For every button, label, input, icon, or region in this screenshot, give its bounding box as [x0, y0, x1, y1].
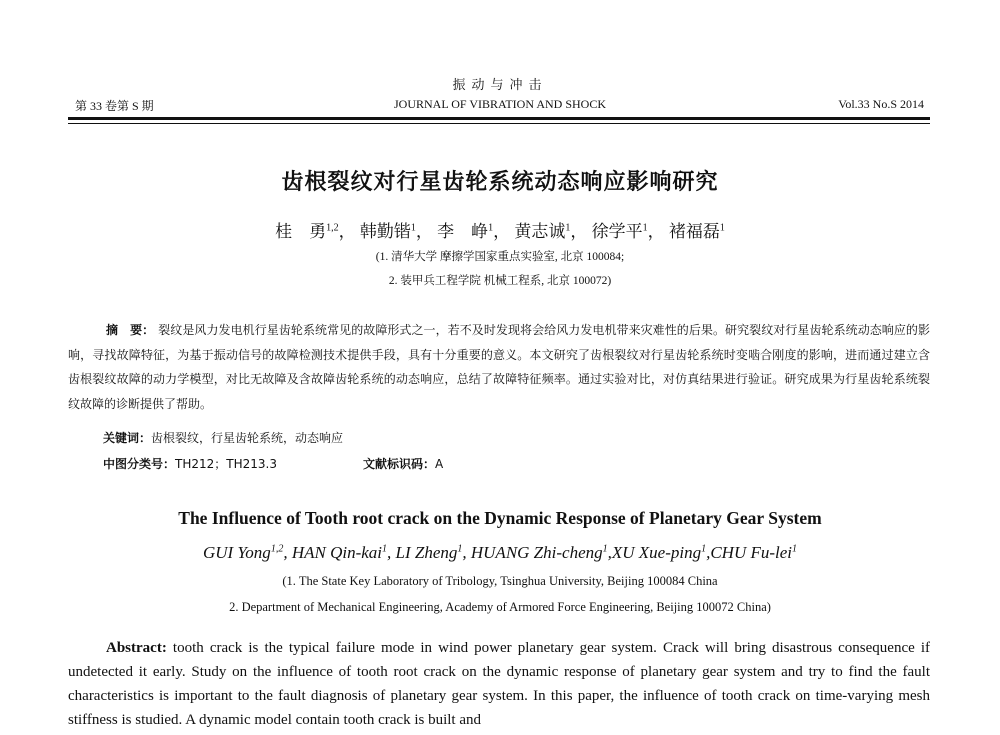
author-name: LI Zheng: [395, 543, 458, 562]
author-name: 徐学平: [591, 222, 643, 241]
abstract-label-english: Abstract:: [106, 640, 167, 656]
document-code-value: A: [435, 457, 444, 471]
author-affiliation-mark: 1: [457, 543, 463, 555]
abstract-chinese: [68, 318, 930, 416]
volume-issue-english: Vol.33 No.S 2014: [838, 97, 924, 111]
author-name: 黄志诚: [514, 222, 566, 241]
author-separator: ,: [462, 543, 471, 562]
document-code-label: 文献标识码：: [363, 457, 436, 471]
classification-value: TH212；TH213.3: [175, 457, 277, 471]
journal-title-chinese: 振动与冲击: [452, 77, 548, 92]
keywords-chinese: [103, 429, 343, 446]
header-rule-thin: [68, 123, 930, 124]
affiliation-english-1: (1. The State Key Laboratory of Tribology, Tsinghua University, Beijing 100084 China: [282, 574, 718, 588]
author-affiliation-mark: 1: [701, 543, 707, 555]
keywords-label-chinese: 关键词：: [103, 431, 152, 445]
author-list-chinese: 桂 勇$^{1,2}$， 韩勤锴$^1$， 李 峥$^1$， 黄志诚$^1$， 徐学平$^1$， 褚福磊$^1$: [275, 222, 725, 241]
author-name: 褚福磊: [668, 222, 720, 241]
author-affiliation-mark: 1: [382, 543, 387, 555]
author-list-english: [0, 543, 1000, 563]
abstract-label-chinese: 摘 要：: [106, 323, 155, 337]
author-affiliation-mark: 1: [488, 222, 494, 234]
header-rule-thick: [68, 117, 930, 120]
author-name: XU Xue-ping: [611, 543, 702, 562]
author-affiliation-mark: 1: [792, 543, 798, 555]
abstract-text-english: tooth crack is the typical failure mode in wind power planetary gear system. Crack will bring disastrous consequence if undetected it early. Study on the influence of tooth root crack on the dynamic response of planetary gear system and try to find the fault characteristics is important to the fault diagnosis of planetary gear system. In this paper, the influence of tooth crack on time-varying mesh stiffness is studied. A dynamic model contain tooth crack is built and: [68, 640, 930, 728]
author-separator: ,: [607, 543, 612, 562]
affiliation-chinese-1: (1. 清华大学 摩擦学国家重点实验室, 北京 100084;: [375, 251, 625, 263]
keywords-text-chinese: 齿根裂纹，行星齿轮系统，动态响应: [151, 431, 344, 445]
journal-title-english: JOURNAL OF VIBRATION AND SHOCK: [393, 97, 607, 111]
document-code: [363, 455, 443, 472]
author-name: HAN Qin-kai: [291, 543, 382, 562]
paper-title-english: The Influence of Tooth root crack on the Dynamic Response of Planetary Gear System: [178, 508, 822, 528]
affiliation-english-2: 2. Department of Mechanical Engineering, Academy of Armored Force Engineering, Beijing 100072 China): [229, 600, 771, 614]
author-affiliation-mark: 1: [642, 222, 648, 234]
author-affiliation-mark: 1: [719, 222, 725, 234]
author-name: HUANG Zhi-cheng: [470, 543, 603, 562]
author-name: 李 峥: [437, 222, 489, 241]
abstract-english: [68, 636, 930, 732]
author-affiliation-mark: 1,2: [326, 222, 339, 234]
author-name: 韩勤锴: [359, 222, 411, 241]
author-separator: ,: [387, 543, 396, 562]
author-name: CHU Fu-lei: [710, 543, 793, 562]
volume-issue-chinese: 第 33 卷第 S 期: [75, 99, 154, 113]
classification-number: [103, 455, 277, 472]
author-affiliation-mark: 1: [565, 222, 571, 234]
author-affiliation-mark: 1: [410, 222, 416, 234]
author-affiliation-mark: 1,2: [270, 543, 284, 555]
affiliation-chinese-2: 2. 装甲兵工程学院 机械工程系, 北京 100072): [388, 275, 612, 287]
author-separator: ,: [706, 543, 711, 562]
paper-title-chinese: 齿根裂纹对行星齿轮系统动态响应影响研究: [281, 170, 719, 195]
classification-label: 中图分类号：: [103, 457, 176, 471]
author-separator: ,: [283, 543, 292, 562]
author-affiliation-mark: 1: [602, 543, 608, 555]
author-name: GUI Yong: [202, 543, 271, 562]
author-name: 桂 勇: [275, 222, 327, 241]
abstract-text-chinese: 裂纹是风力发电机行星齿轮系统常见的故障形式之一，若不及时发现将会给风力发电机带来灾难性的后果。研究裂纹对行星齿轮系统动态响应的影响，寻找故障特征，为基于振动信号的故障检测技术提供手段，具有十分重要的意义。本文研究了齿根裂纹对行星齿轮系统时变啮合刚度的影响，进而通过建立含齿根裂纹故障的动力学模型，对比无故障及含故障齿轮系统的动态响应，总结了故障特征频率。通过实验对比，对仿真结果进行验证。研究成果为行星齿轮系统裂纹故障的诊断提供了帮助。: [68, 323, 930, 411]
